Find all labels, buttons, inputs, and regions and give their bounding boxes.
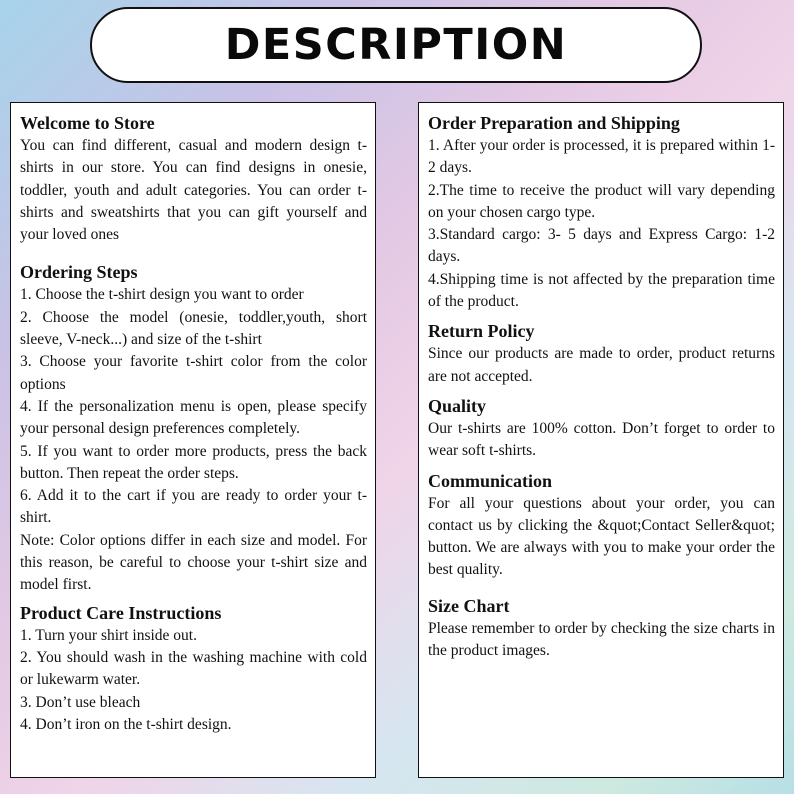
shipping-title: Order Preparation and Shipping [428, 113, 680, 133]
shipping-item: 4.Shipping time is not affected by the preparation time of the product. [428, 270, 775, 311]
care-item: 4. Don’t iron on the t-shirt design. [20, 715, 232, 733]
title-banner [90, 7, 702, 83]
ordering-step: 4. If the personalization menu is open, please specify your personal design preferences completely. [20, 397, 367, 438]
care-item: 2. You should wash in the washing machine with cold or lukewarm water. [20, 648, 367, 689]
quality-text: Our t-shirts are 100% cotton. Don’t forget to order to wear soft t-shirts. [428, 419, 775, 460]
welcome-title: Welcome to Store [20, 113, 155, 133]
ordering-note: Note: Color options differ in each size and model. For this reason, be careful to choose your t-shirt size and model first. [20, 531, 367, 594]
ordering-step: 5. If you want to order more products, press the back button. Then repeat the order steps. [20, 442, 367, 482]
right-panel [418, 102, 784, 778]
sizechart-text: Please remember to order by checking the size charts in the product images. [428, 619, 775, 660]
ordering-title: Ordering Steps [20, 262, 138, 283]
sizechart-title: Size Chart [428, 595, 510, 616]
ordering-step: 3. Choose your favorite t-shirt color from the color options [20, 353, 367, 393]
care-title: Product Care Instructions [20, 602, 222, 623]
page-title: DESCRIPTION [224, 20, 568, 70]
welcome-text: You can find different, casual and modern design t-shirts in our store. You can find designs in onesie, toddler, youth and adult categories. You can order t-shirts and sweatshirts that you can gift yourself and your loved ones [20, 137, 367, 244]
shipping-item: 1. After your order is processed, it is prepared within 1-2 days. [428, 137, 775, 177]
returns-text: Since our products are made to order, product returns are not accepted. [428, 345, 775, 385]
care-item: 3. Don’t use bleach [20, 693, 141, 711]
ordering-step: 1. Choose the t-shirt design you want to order [20, 286, 304, 304]
returns-title: Return Policy [428, 321, 535, 342]
shipping-item: 3.Standard cargo: 3- 5 days and Express Cargo: 1-2 days. [428, 226, 775, 266]
communication-text: For all your questions about your order, you can contact us by clicking the &quot;Contact Seller&quot; button. We are always with you to make your order the best quality. [428, 494, 775, 579]
ordering-step: 2. Choose the model (onesie, toddler,youth, short sleeve, V-neck...) and size of the t-shirt [20, 308, 367, 349]
communication-title: Communication [428, 470, 553, 491]
care-item: 1. Turn your shirt inside out. [20, 626, 197, 644]
ordering-step: 6. Add it to the cart if you are ready to order your t-shirt. [20, 487, 367, 527]
left-panel [10, 102, 376, 778]
quality-title: Quality [428, 395, 487, 416]
shipping-item: 2.The time to receive the product will vary depending on your chosen cargo type. [428, 181, 775, 221]
